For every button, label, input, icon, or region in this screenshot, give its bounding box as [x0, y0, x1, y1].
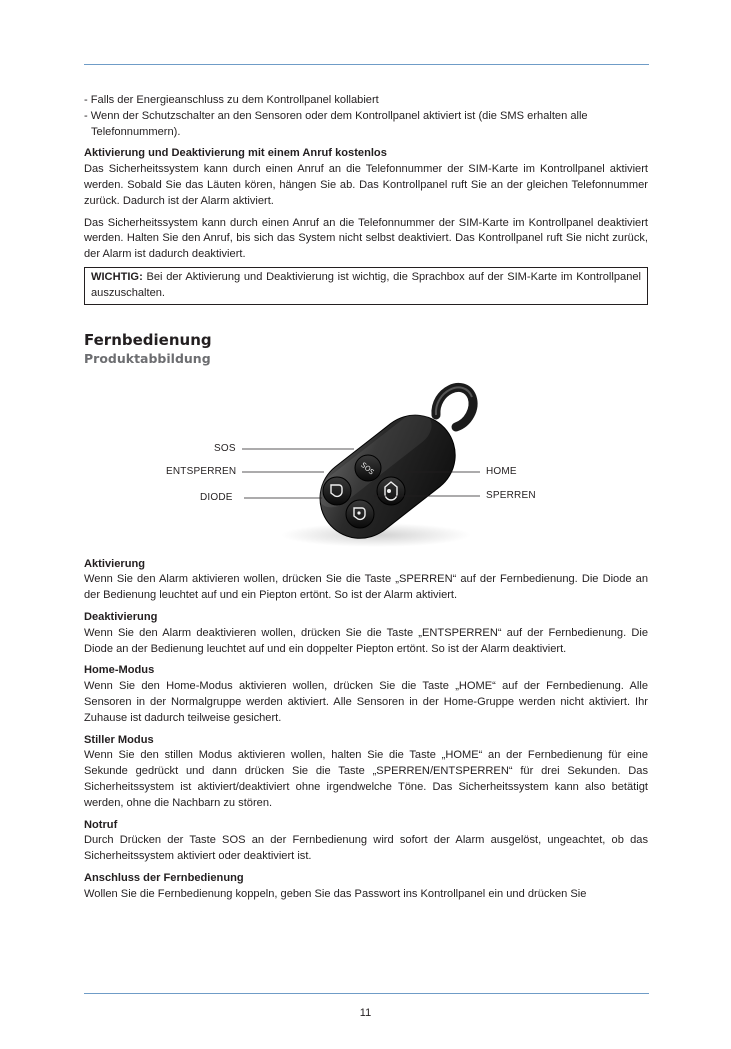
mode-heading: Notruf	[84, 818, 118, 831]
label-diode: DIODE	[200, 491, 233, 503]
call-section-para1	[84, 146, 648, 209]
mode-text: Durch Drücken der Taste SOS an der Fernbedienung wird sofort der Alarm ausgelöst, ungeachtet, ob das Sicherheitssystem aktiviert oder deaktiviert ist.	[84, 834, 648, 863]
mode-heading: Home-Modus	[84, 664, 155, 677]
mode-block-home	[84, 663, 648, 726]
label-home: HOME	[486, 465, 517, 477]
remote-control-figure	[84, 367, 648, 557]
mode-heading: Deaktivierung	[84, 610, 158, 623]
sos-button-text: SOS	[359, 460, 376, 477]
bullet-item: - Falls der Energieanschluss zu dem Kontrollpanel kollabiert	[84, 94, 379, 106]
mode-text: Wollen Sie die Fernbedienung koppeln, geben Sie das Passwort ins Kontrollpanel ein und drücken Sie	[84, 887, 587, 900]
mode-text: Wenn Sie den Home-Modus aktivieren wollen, drücken Sie die Taste „HOME“ auf der Fernbedienung. Alle Sensoren in der Normalgruppe werden aktiviert. Alle Sensoren in der Home-Gruppe werden nicht aktiviert. Ihr Zuhause ist dadurch teilweise gesichert.	[84, 680, 648, 724]
call-section-text1: Das Sicherheitssystem kann durch einen Anruf an die Telefonnummer der SIM-Karte im Kontrollpanel aktiviert werden. Sobald Sie das Läuten kören, hängen Sie ab. Das Kontrollpanel ruft Sie an der gleichen Telefonnummer zurück. Dadurch ist der Alarm aktiviert.	[84, 163, 648, 207]
call-section-heading: Aktivierung und Deaktivierung mit einem Anruf kostenlos	[84, 147, 387, 160]
mode-heading: Stiller Modus	[84, 733, 154, 746]
mode-heading: Anschluss der Fernbedienung	[84, 871, 244, 884]
important-notice-box	[84, 267, 648, 305]
mode-block-activation	[84, 557, 648, 604]
bullet-item-continuation: Telefonnummern).	[91, 125, 181, 138]
notice-label: WICHTIG:	[91, 270, 143, 283]
section-title: Fernbedienung	[84, 330, 212, 349]
label-lock: SPERREN	[486, 489, 536, 501]
lock-icon-dot	[357, 511, 360, 514]
key-ring-loop	[436, 387, 473, 427]
mode-block-pairing	[84, 871, 648, 903]
mode-heading: Aktivierung	[84, 557, 146, 570]
footer-rule	[84, 993, 649, 994]
header-rule	[84, 64, 649, 65]
label-sos: SOS	[214, 442, 236, 454]
home-icon-dot	[387, 489, 391, 493]
page-number: 11	[359, 1007, 372, 1019]
section-subtitle: Produktabbildung	[84, 350, 211, 366]
page-content	[84, 93, 648, 909]
remote-control-image	[84, 367, 648, 557]
mode-block-silent	[84, 733, 648, 812]
intro-bullets	[84, 93, 648, 140]
mode-text: Wenn Sie den stillen Modus aktivieren wollen, halten Sie die Taste „HOME“ an der Fernbedienung für eine Sekunde gedrückt und dann drücken Sie die Taste „SPERREN/ENTSPERREN“ für drei Sekunden. Das Sicherheitssystem ist aktiviert/deaktiviert ohne irgendwelche Töne. Das Sicherheitssystem kann also betätigt werden, ohne die Nachbarn zu stören.	[84, 749, 648, 809]
mode-block-emergency	[84, 818, 648, 865]
modes-list	[84, 557, 648, 903]
unlock-button	[323, 477, 351, 505]
bullet-item: - Wenn der Schutzschalter an den Sensoren oder dem Kontrollpanel aktiviert ist (die SMS erhalten alle	[84, 109, 588, 122]
mode-text: Wenn Sie den Alarm deaktivieren wollen, drücken Sie die Taste „ENTSPERREN“ auf der Fernbedienung. Die Diode an der Bedienung leuchtet auf und ein doppelter Piepton ertönt. So ist der Alarm deaktiviert.	[84, 626, 648, 655]
mode-block-deactivation	[84, 610, 648, 657]
label-unlock: ENTSPERREN	[166, 465, 237, 477]
notice-text: Bei der Aktivierung und Deaktivierung ist wichtig, die Sprachbox auf der SIM-Karte im Kontrollpanel auszuschalten.	[91, 270, 641, 299]
mode-text: Wenn Sie den Alarm aktivieren wollen, drücken Sie die Taste „SPERREN“ auf der Fernbedienung. Die Diode an der Bedienung leuchtet auf und ein Piepton ertönt. So ist der Alarm aktiviert.	[84, 573, 648, 602]
call-section-para2: Das Sicherheitssystem kann durch einen Anruf an die Telefonnummer der SIM-Karte im Kontrollpanel deaktiviert werden. Halten Sie den Anruf, bis sich das System nicht selbst deaktiviert. Das Kontrollpanel ruft Sie nicht zurück, der Alarm ist dadurch deaktiviert.	[84, 216, 648, 261]
